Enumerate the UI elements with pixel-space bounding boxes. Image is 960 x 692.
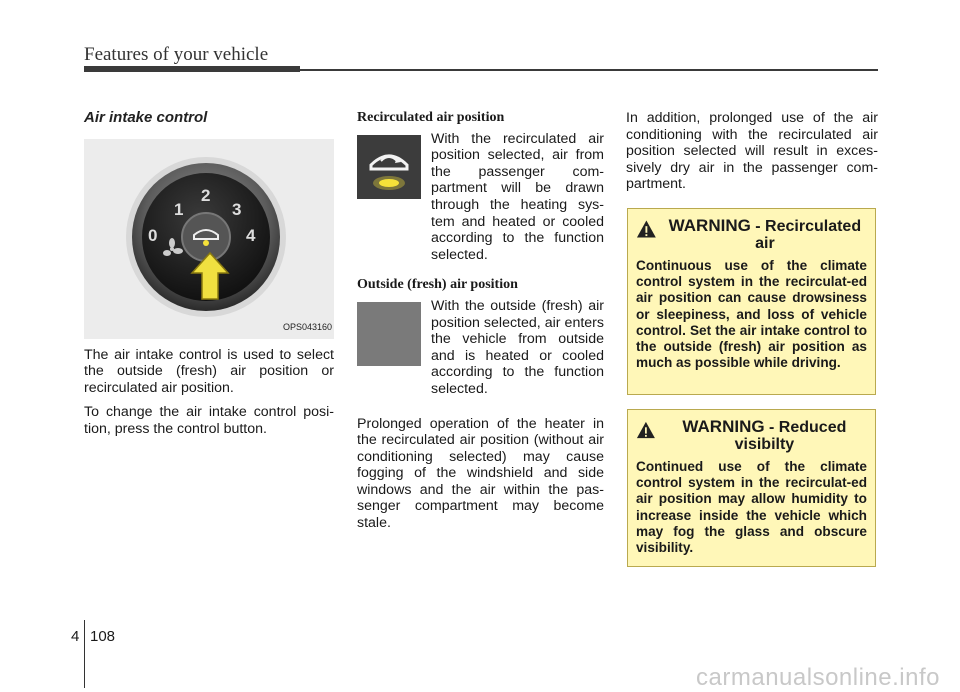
right-paragraph: In addition, prolonged use of the air conditioning with the recirculated air position selected will result in exces-sively dry air in the passenger com-partment. — [626, 110, 878, 193]
left-column — [84, 110, 334, 438]
warning-triangle-icon — [636, 420, 656, 440]
warning-header — [636, 217, 867, 252]
recirc-block — [357, 131, 604, 264]
footer-divider — [84, 620, 85, 688]
dial-knob-icon — [84, 139, 334, 339]
left-paragraph-1: The air intake control is used to select the outside (fresh) air position or recirculated air position. — [84, 346, 334, 396]
header-rule-thick — [84, 66, 300, 72]
page-header-title: Features of your vehicle — [84, 44, 269, 65]
section-heading: Air intake control — [84, 109, 208, 126]
recirculate-button-icon — [357, 135, 421, 199]
fresh-text: With the outside (fresh) air position selected, air enters the vehicle from outside and is heated or cooled according to the function selected. — [431, 297, 604, 397]
watermark-text: carmanualsonline.info — [696, 664, 940, 691]
chapter-number: 4 — [71, 628, 80, 645]
dial-label-2: 2 — [201, 185, 211, 205]
page-number: 108 — [90, 628, 116, 645]
middle-paragraph: Prolonged operation of the heater in the recirculated air position (without air conditioning selected) may cause fogging of the windshield and side windows and the air within the pas-senger compartment may become stale. — [357, 415, 604, 532]
middle-column — [357, 110, 604, 532]
warning-box-visibility — [627, 409, 876, 567]
recirc-text: With the recirculated air position selected, air from the passenger com-partment will be drawn through the heating sys-tem and heated or cooled according to the function selected. — [431, 130, 604, 263]
fresh-air-button-icon — [357, 302, 421, 366]
recirc-heading: Recirculated air position — [357, 110, 505, 125]
warning-title: - Recirculated air — [755, 218, 862, 252]
right-column — [626, 110, 878, 193]
warning-header — [636, 418, 867, 453]
left-paragraph-2: To change the air intake control posi-tion, press the control button. — [84, 404, 334, 437]
dial-label-4: 4 — [246, 225, 256, 245]
warning-title: - Reduced visibilty — [734, 419, 847, 453]
warning-body: Continued use of the climate control system in the recirculat-ed air position may allow humidity to increase inside the vehicle which may fog the glass and obscure visibility. — [636, 459, 867, 556]
air-intake-dial-figure — [84, 139, 334, 339]
fresh-block — [357, 298, 604, 398]
warning-triangle-icon — [636, 219, 657, 239]
dial-label-0: 0 — [148, 225, 158, 245]
dial-label-1: 1 — [174, 199, 184, 219]
header-rule-thin — [300, 69, 878, 71]
dial-label-3: 3 — [232, 199, 242, 219]
warning-label: WARNING — [682, 417, 765, 436]
fresh-heading: Outside (fresh) air position — [357, 277, 518, 293]
warning-box-recirculated — [627, 208, 876, 395]
figure-code: OPS043160 — [282, 322, 332, 332]
warning-body: Continuous use of the climate control system in the recirculat-ed air position can cause drowsiness or sleepiness, and loss of vehicle control. Set the air intake control to the outside (fresh) air position as much as possible while driving. — [636, 258, 867, 371]
warning-label: WARNING — [668, 216, 751, 235]
